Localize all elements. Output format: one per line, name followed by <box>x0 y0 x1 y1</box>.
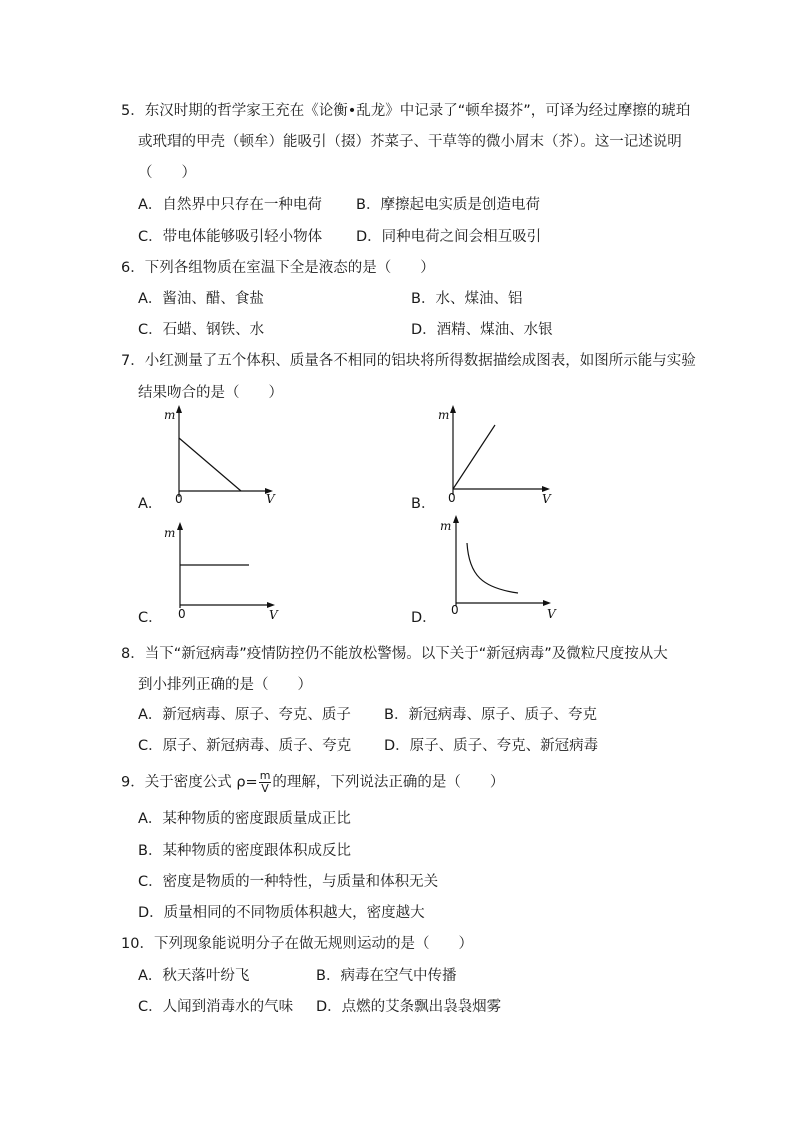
q8-stem-line1: 8．当下“新冠病毒”疫情防控仍不能放松警惕。以下关于“新冠病毒”及微粒尺度按从大 <box>121 646 668 662</box>
q9-stem <box>121 770 504 795</box>
q7-graph-d-origin: 0 <box>451 603 459 617</box>
q5-option-d[interactable]: D．同种电荷之间会相互吸引 <box>356 229 542 245</box>
q7-graph-b-origin: 0 <box>448 491 456 505</box>
q5-option-c[interactable]: C．带电体能够吸引轻小物体 <box>138 229 323 245</box>
q5-stem-line2: 或玳瑁的甲壳（顿牟）能吸引（掇）芥菜子、干草等的微小屑末（芥）。这一记述说明 <box>138 134 682 150</box>
q8-option-d[interactable]: D．原子、质子、夸克、新冠病毒 <box>384 738 599 754</box>
q9-fraction-denominator: V <box>261 782 269 795</box>
q7-graph-d-x-label: V <box>547 607 556 621</box>
q7-graph-c[interactable] <box>157 522 282 622</box>
q9-density-fraction <box>259 770 272 795</box>
q7-stem-line1: 7．小红测量了五个体积、质量各不相同的铝块将所得数据描绘成图表，如图所示能与实验 <box>121 353 696 369</box>
q7-stem-line2: 结果吻合的是（ ） <box>138 385 283 401</box>
q9-stem-suffix: 的理解，下列说法正确的是（ ） <box>272 774 505 791</box>
q7-graph-d[interactable] <box>430 515 560 623</box>
q5-option-a[interactable]: A．自然界中只存在一种电荷 <box>138 197 322 213</box>
q9-option-a[interactable]: A．某种物质的密度跟质量成正比 <box>138 811 351 827</box>
q7-graph-d-y-label: m <box>440 519 452 533</box>
q10-stem: 10．下列现象能说明分子在做无规则运动的是（ ） <box>121 936 473 952</box>
q7-graph-b-y-label: m <box>438 408 450 422</box>
q5-stem-line1: 5．东汉时期的哲学家王充在《论衡•乱龙》中记录了“顿牟掇芥”，可译为经过摩擦的琥珀 <box>121 103 691 119</box>
q7-graph-c-y-label: m <box>164 526 176 540</box>
q10-option-a[interactable]: A．秋天落叶纷飞 <box>138 968 250 984</box>
q8-option-c[interactable]: C．原子、新冠病毒、质子、夸克 <box>138 738 352 754</box>
q8-option-a[interactable]: A．新冠病毒、原子、夸克、质子 <box>138 707 351 723</box>
q6-option-b[interactable]: B．水、煤油、铝 <box>411 291 523 307</box>
q5-stem-line3: （ ） <box>138 165 196 181</box>
q6-option-c[interactable]: C．石蜡、钢铁、水 <box>138 322 265 338</box>
q7-graph-a-y-label: m <box>164 408 176 422</box>
q10-option-b[interactable]: B．病毒在空气中传播 <box>316 968 457 984</box>
q6-option-a[interactable]: A．酱油、醋、食盐 <box>138 291 264 307</box>
q7-graph-a[interactable] <box>155 405 280 510</box>
q7-graph-c-x-label: V <box>269 608 278 622</box>
q8-stem-line2: 到小排列正确的是（ ） <box>138 677 312 693</box>
q9-option-c[interactable]: C．密度是物质的一种特性，与质量和体积无关 <box>138 874 439 890</box>
q8-option-b[interactable]: B．新冠病毒、原子、质子、夸克 <box>384 707 597 723</box>
q7-option-b-label[interactable]: B． <box>411 496 436 512</box>
q5-option-b[interactable]: B．摩擦起电实质是创造电荷 <box>356 197 540 213</box>
q9-option-b[interactable]: B．某种物质的密度跟体积成反比 <box>138 843 351 859</box>
q9-fraction-numerator: m <box>259 769 271 782</box>
q10-option-d[interactable]: D．点燃的艾条飘出袅袅烟雾 <box>316 999 502 1015</box>
q7-graph-a-origin: 0 <box>175 492 183 506</box>
q7-option-d-label[interactable]: D． <box>411 610 437 626</box>
q6-option-d[interactable]: D．酒精、煤油、水银 <box>411 322 553 338</box>
q10-option-c[interactable]: C．人闻到消毒水的气味 <box>138 999 294 1015</box>
q9-option-d[interactable]: D．质量相同的不同物质体积越大，密度越大 <box>138 905 425 921</box>
q7-graph-b-x-label: V <box>542 492 551 506</box>
q7-option-a-label[interactable]: A． <box>138 496 163 512</box>
q7-option-c-label[interactable]: C． <box>138 610 163 626</box>
q6-stem: 6．下列各组物质在室温下全是液态的是（ ） <box>121 260 435 276</box>
q7-graph-c-origin: 0 <box>178 607 186 621</box>
q9-stem-prefix: 9．关于密度公式 ρ= <box>121 774 258 791</box>
q7-graph-a-x-label: V <box>266 492 275 506</box>
q7-graph-b[interactable] <box>428 405 558 510</box>
